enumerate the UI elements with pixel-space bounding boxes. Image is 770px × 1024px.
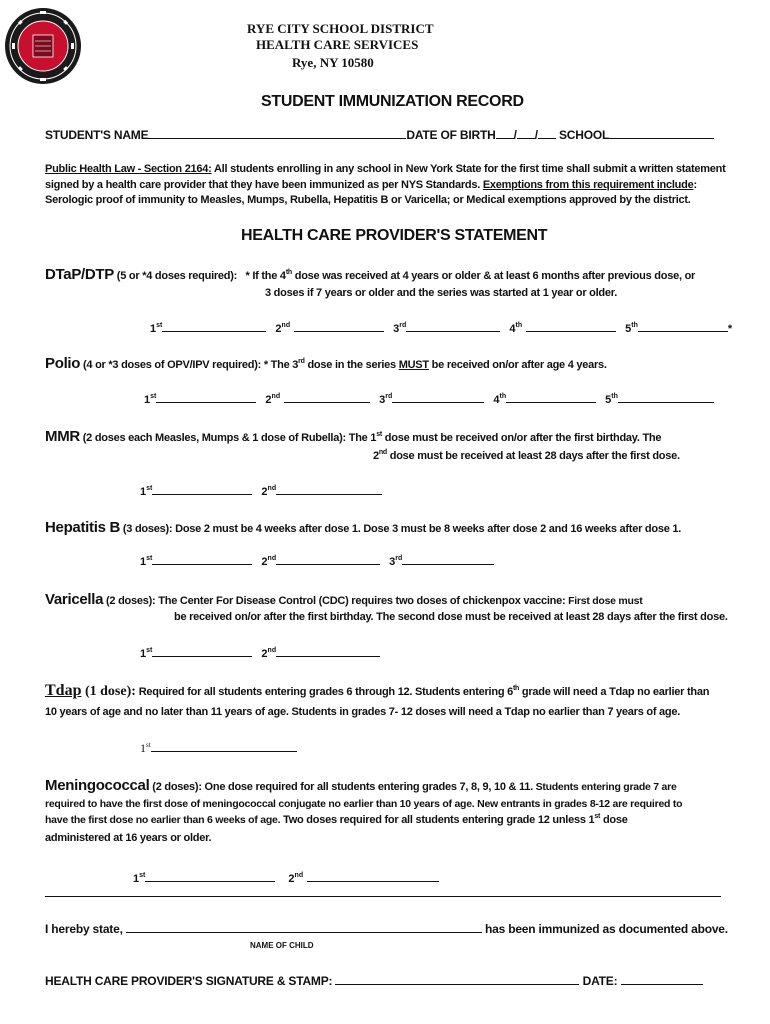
law-line-1 xyxy=(45,163,726,175)
polio-line xyxy=(45,355,607,373)
dtap-name: DTaP/DTP xyxy=(45,266,114,283)
student-name-field[interactable] xyxy=(148,127,406,139)
mening-name: Meningococcal xyxy=(45,777,150,794)
mmr-line-1 xyxy=(45,428,661,446)
varicella-note-1: The Center For Disease Control (CDC) requires two doses of chickenpox vaccine: xyxy=(155,595,566,607)
mening-note-1: One dose required for all students entering grades 7, 8, 9, 10 & 11. xyxy=(201,781,533,793)
dtap-dose-3-field[interactable] xyxy=(406,320,500,332)
mening-note-3: have the first dose no earlier than 6 weeks of age. Two doses required for all students entering grade 12 unless 1st dose xyxy=(45,813,628,826)
mening-dose-2-field[interactable] xyxy=(307,870,439,882)
law-line-3: Serologic proof of immunity to Measles, Mumps, Rubella, Hepatitis B or Varicella; or Medical exemptions approved by the district. xyxy=(45,194,691,206)
department-name: HEALTH CARE SERVICES xyxy=(256,37,419,52)
hepb-dose-1-field[interactable] xyxy=(152,553,252,565)
varicella-dose-1-field[interactable] xyxy=(152,645,252,657)
mmr-dose-2-field[interactable] xyxy=(276,483,382,495)
polio-dose-4-field[interactable] xyxy=(506,391,596,403)
dob-month-field[interactable] xyxy=(496,127,514,139)
provider-statement-heading: HEALTH CARE PROVIDER'S STATEMENT xyxy=(241,227,548,244)
varicella-note-2: be received on/or after the first birthday. The second dose must be received at least 28 days after the first dose. xyxy=(174,611,728,623)
dob-label: DATE OF BIRTH xyxy=(406,128,496,142)
polio-dose-2-field[interactable] xyxy=(284,391,370,403)
hepb-dose-3-field[interactable] xyxy=(402,553,494,565)
dtap-dose-2-field[interactable] xyxy=(294,320,384,332)
statement-suffix: has been immunized as documented above. xyxy=(481,922,728,936)
dob-day-field[interactable] xyxy=(517,127,535,139)
hepb-dose-row: 1st 2nd 3rd xyxy=(140,553,494,568)
varicella-dose-2-field[interactable] xyxy=(276,645,380,657)
document-title: STUDENT IMMUNIZATION RECORD xyxy=(261,93,524,110)
date-label: DATE: xyxy=(579,974,618,988)
statement-line xyxy=(45,921,728,936)
student-info-row: STUDENT'S NAME DATE OF BIRTH / / SCHOOL xyxy=(45,127,714,142)
law-colon: : xyxy=(693,179,697,191)
hepb-name: Hepatitis B xyxy=(45,519,121,536)
signature-line xyxy=(45,973,703,988)
polio-dose-row: 1st 2nd 3rd 4th 5th xyxy=(144,391,714,406)
name-of-child-label: NAME OF CHILD xyxy=(250,941,314,950)
dtap-note-2: 3 doses if 7 years or older and the series was started at 1 year or older. xyxy=(265,287,617,299)
student-name-label: STUDENT'S NAME xyxy=(45,128,149,142)
dtap-asterisk: * xyxy=(727,323,733,335)
dtap-dose-5-field[interactable] xyxy=(638,320,728,332)
mmr-note-2: 2nd dose must be received at least 28 days after the first dose. xyxy=(373,449,680,462)
hepb-line xyxy=(45,519,681,537)
mening-requirement: (2 doses): xyxy=(149,781,202,793)
mening-dose-row: 1st 2nd xyxy=(133,870,439,885)
tdap-note-2: 10 years of age and no later than 11 years of age. Students in grades 7- 12 doses will need a Tdap no earlier than 7 years of age. xyxy=(45,706,681,718)
hepb-dose-2-field[interactable] xyxy=(276,553,380,565)
mmr-name: MMR xyxy=(45,428,80,445)
signature-field[interactable] xyxy=(335,973,579,985)
district-seal-logo xyxy=(4,7,82,85)
dtap-dose-row: 1st 2nd 3rd 4th 5th * xyxy=(150,322,733,335)
tdap-dose-row: 1st xyxy=(140,740,297,756)
polio-dose-1-field[interactable] xyxy=(156,391,256,403)
mmr-note-1: The 1st dose must be received on/or after the first birthday. The xyxy=(345,431,662,444)
hepb-requirement: (3 doses): xyxy=(120,523,173,535)
law-text-1: All students enrolling in any school in New York State for the first time shall submit a written statement xyxy=(211,163,726,175)
school-field[interactable] xyxy=(609,127,714,139)
statement-prefix: I hereby state, xyxy=(45,922,123,936)
varicella-requirement: (2 doses): xyxy=(103,595,156,607)
varicella-dose-row: 1st 2nd xyxy=(140,645,380,660)
section-divider xyxy=(45,896,721,897)
dtap-line-1 xyxy=(45,266,695,284)
dtap-requirement: (5 or *4 doses required): xyxy=(114,270,238,282)
mening-note-1b: Students entering grade 7 are xyxy=(532,781,677,793)
mening-line-1 xyxy=(45,777,677,795)
dtap-dose-4-field[interactable] xyxy=(526,320,616,332)
mmr-dose-1-field[interactable] xyxy=(152,483,252,495)
mening-note-2: required to have the first dose of meningococcal conjugate no earlier than 10 years of age. New entrants in grades 8-12 are required to xyxy=(45,798,683,810)
mmr-requirement: (2 doses each Measles, Mumps & 1 dose of Rubella): xyxy=(79,432,346,444)
varicella-note-1b: First dose must xyxy=(565,595,643,607)
polio-note: * The 3rd dose in the series MUST be received on/or after age 4 years. xyxy=(261,358,607,371)
law-text-2: signed by a health care provider that they have been immunized as per NYS Standards. xyxy=(45,179,483,191)
child-name-field[interactable] xyxy=(126,921,482,933)
district-name: RYE CITY SCHOOL DISTRICT xyxy=(247,21,434,36)
tdap-note-1: Required for all students entering grades 6 through 12. Students entering 6th grade will need a Tdap no earlier than xyxy=(135,685,710,698)
dob-year-field[interactable] xyxy=(538,127,556,139)
tdap-requirement: (1 dose): xyxy=(81,684,136,699)
school-label: SCHOOL xyxy=(558,128,610,142)
tdap-name: Tdap xyxy=(45,682,82,699)
dtap-dose-1-field[interactable] xyxy=(162,320,266,332)
exemptions-text: Exemptions from this requirement include xyxy=(482,179,694,191)
mmr-dose-row: 1st 2nd xyxy=(140,483,382,498)
hepb-note: Dose 2 must be 4 weeks after dose 1. Dose 3 must be 8 weeks after dose 2 and 16 weeks after dose 1. xyxy=(172,523,682,535)
mening-note-4: administered at 16 years or older. xyxy=(45,832,212,844)
varicella-line-1 xyxy=(45,591,643,609)
law-reference: Public Health Law - Section 2164: xyxy=(45,163,212,175)
signature-date-field[interactable] xyxy=(621,973,703,985)
tdap-dose-1-field[interactable] xyxy=(151,740,297,752)
mening-dose-1-field[interactable] xyxy=(145,870,275,882)
dtap-note-1: * If the 4th dose was received at 4 years or older & at least 6 months after previous dose, or xyxy=(245,269,696,282)
polio-requirement: (4 or *3 doses of OPV/IPV required): xyxy=(80,359,262,371)
signature-label: HEALTH CARE PROVIDER'S SIGNATURE & STAMP: xyxy=(45,974,333,988)
polio-dose-3-field[interactable] xyxy=(392,391,484,403)
polio-dose-5-field[interactable] xyxy=(618,391,714,403)
varicella-name: Varicella xyxy=(45,591,104,608)
polio-name: Polio xyxy=(45,355,81,372)
tdap-line-1 xyxy=(45,682,709,700)
district-address: Rye, NY 10580 xyxy=(292,55,374,70)
law-line-2 xyxy=(45,179,697,191)
